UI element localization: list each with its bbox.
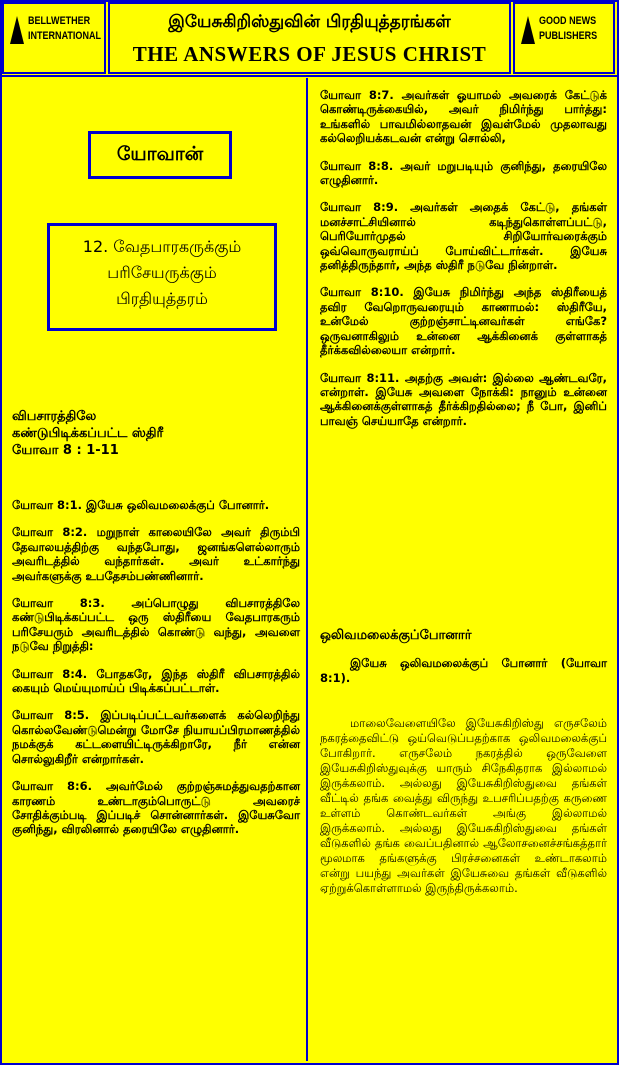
logo-right-text: GOOD NEWS PUBLISHERS: [539, 15, 598, 42]
right-column: [310, 78, 615, 1061]
lead-paragraph: இயேசு ஒலிவமலைக்குப் போனார் (யோவா 8:1).: [320, 656, 607, 685]
verse: யோவா 8:6. அவர்மேல் குற்றஞ்சுமத்துவதற்கான காரணம் உண்டாகும்பொருட்டு அவரைச் சோதிக்கும்படி இப்படிச் சொன்னார்கள். இயேசுவோ குனிந்து, விரலினால் தரையிலே எழுதினார்.: [12, 779, 300, 837]
section-line-1: 12. வேதபாரகருக்கும்: [82, 237, 242, 256]
intro-reference: யோவா 8 : 1-11: [12, 443, 119, 458]
logo-right-box: [513, 2, 615, 74]
tower-icon: [10, 16, 24, 44]
logo-left-text: BELLWETHER INTERNATIONAL: [28, 15, 101, 42]
verse: யோவா 8:3. அப்பொழுது விபசாரத்திலே கண்டுபிடிக்கப்பட்ட ஒரு ஸ்திரீயை வேதபாரகரும் பரிசேயரும் அவரிடத்தில் கொண்டு வந்து, அவளை நடுவே நிறுத்தி:: [12, 596, 300, 654]
body-paragraph: மாலைவேளையிலே இயேசுகிறிஸ்து எருசலேம் நகரத்தைவிட்டு ஒய்வெடுப்பதற்காக ஒலிவமலைக்குப் போகிறார். எருசலேம் நகரத்தில் ஒருவேளை இயேசுகிறிஸ்துவுக்கு யாரும் சிநேகிதராக இல்லாமல் இருக்கலாம். அல்லது இயேசுகிறிஸ்துவை தங்கள் வீட்டில் தங்க வைத்து விருந்து உபசரிப்பதற்கு கருணை உள்ளம் கொண்டவர்கள் அங்கு இல்லாமல் இருக்கலாம். அல்லது இயேசுகிறிஸ்துவை தங்கள் வீடுகளில் தங்க வைப்பதினால் ஆலோசனைச்சங்கத்தார் மூலமாக தங்களுக்கு பிரச்சனைகள் உண்டாகலாம் என்று பயந்து அவர்கள் இயேசுவை தங்கள் வீடுகளில் ஏற்றுக்கொள்ளாமல் இருந்திருக்கலாம்.: [320, 716, 607, 895]
verse: யோவா 8:10. இயேசு நிமிர்ந்து அந்த ஸ்திரீயைத் தவிர வேறொருவரையும் காணாமல்: ஸ்திரீயே, உன்மேல் குற்றஞ்சாட்டினவர்கள் எங்கே? ஒருவனாகிலும் உன்னை ஆக்கினைக் குள்ளாகத் தீர்க்கவில்லையா என்றார்.: [320, 285, 607, 358]
verse: யோவா 8:4. போதகரே, இந்த ஸ்திரீ விபசாரத்தில் கையும் மெய்யுமாய்ப் பிடிக்கப்பட்டாள்.: [12, 666, 300, 696]
verse: யோவா 8:9. அவர்கள் அதைக் கேட்டு, தங்கள் மனச்சாட்சியினால் கடிந்துகொள்ளப்பட்டு, பெரியோர்முதல் சிறியோர்வரைக்கும் ஒவ்வொருவராய்ப் போய்விட்டார்கள். இயேசு தனித்திருந்தார், அந்த ஸ்திரீ நடுவே நின்றாள்.: [320, 200, 607, 273]
logo-left-box: [2, 2, 106, 74]
verse: யோவா 8:5. இப்படிப்பட்டவர்களைக் கல்லெறிந்து கொல்லவேண்டுமென்று மோசே நியாயப்பிரமாணத்தில் நமக்குக் கட்டளையிட்டிருக்கிறாரே, நீர் என்ன சொல்லுகிறீர் என்றார்கள்.: [12, 708, 300, 766]
header-divider: [0, 75, 619, 77]
subheading: ஒலிவமலைக்குப்போனார்: [320, 628, 472, 643]
intro-line-1: விபசாரத்திலே: [12, 409, 97, 424]
title-tamil: இயேசுகிறிஸ்துவின் பிரதியுத்தரங்கள்: [168, 12, 451, 32]
verse: யோவா 8:7. அவர்கள் ஓயாமல் அவரைக் கேட்டுக் கொண்டிருக்கையில், அவர் நிமிர்ந்து பார்த்து: உங்களில் பாவமில்லாதவன் இவள்மேல் முதலாவது கல்லெறியக்கடவன் என்று சொல்லி,: [320, 88, 607, 146]
verse: யோவா 8:8. அவர் மறுபடியும் குனிந்து, தரையிலே எழுதினார்.: [320, 158, 607, 188]
book-title: யோவான்: [88, 131, 232, 179]
section-title: [47, 223, 277, 331]
title-english: THE ANSWERS OF JESUS CHRIST: [132, 42, 487, 66]
verse: யோவா 8:2. மறுநாள் காலையிலே அவர் திரும்பி தேவாலயத்திற்கு வந்தபோது, ஜனங்களெல்லாரும் அவரிடத்தில் வந்தார்கள். அவர் உட்கார்ந்து அவர்களுக்கு உபதேசம்பண்ணினார்.: [12, 525, 300, 583]
passage-intro: [12, 408, 300, 459]
section-line-3: பிரதியுத்தரம்: [116, 289, 208, 308]
left-verses: [12, 498, 300, 850]
intro-line-2: கண்டுபிடிக்கப்பட்ட ஸ்திரீ: [12, 426, 164, 441]
right-verses: [320, 88, 607, 441]
lamp-icon: [521, 16, 535, 44]
verse: யோவா 8:1. இயேசு ஒலிவமலைக்குப் போனார்.: [12, 498, 270, 512]
left-column: [2, 78, 308, 1061]
verse: யோவா 8:11. அதற்கு அவள்: இல்லை ஆண்டவரே, என்றாள். இயேசு அவளை நோக்கி: நானும் உன்னை ஆக்கினைக்குள்ளாகத் தீர்க்கிறதில்லை; நீ போ, இனிப் பாவஞ் செய்யாதே என்றார்.: [320, 370, 607, 428]
section-line-2: பரிசேயருக்கும்: [107, 263, 217, 282]
title-box: [108, 2, 511, 74]
